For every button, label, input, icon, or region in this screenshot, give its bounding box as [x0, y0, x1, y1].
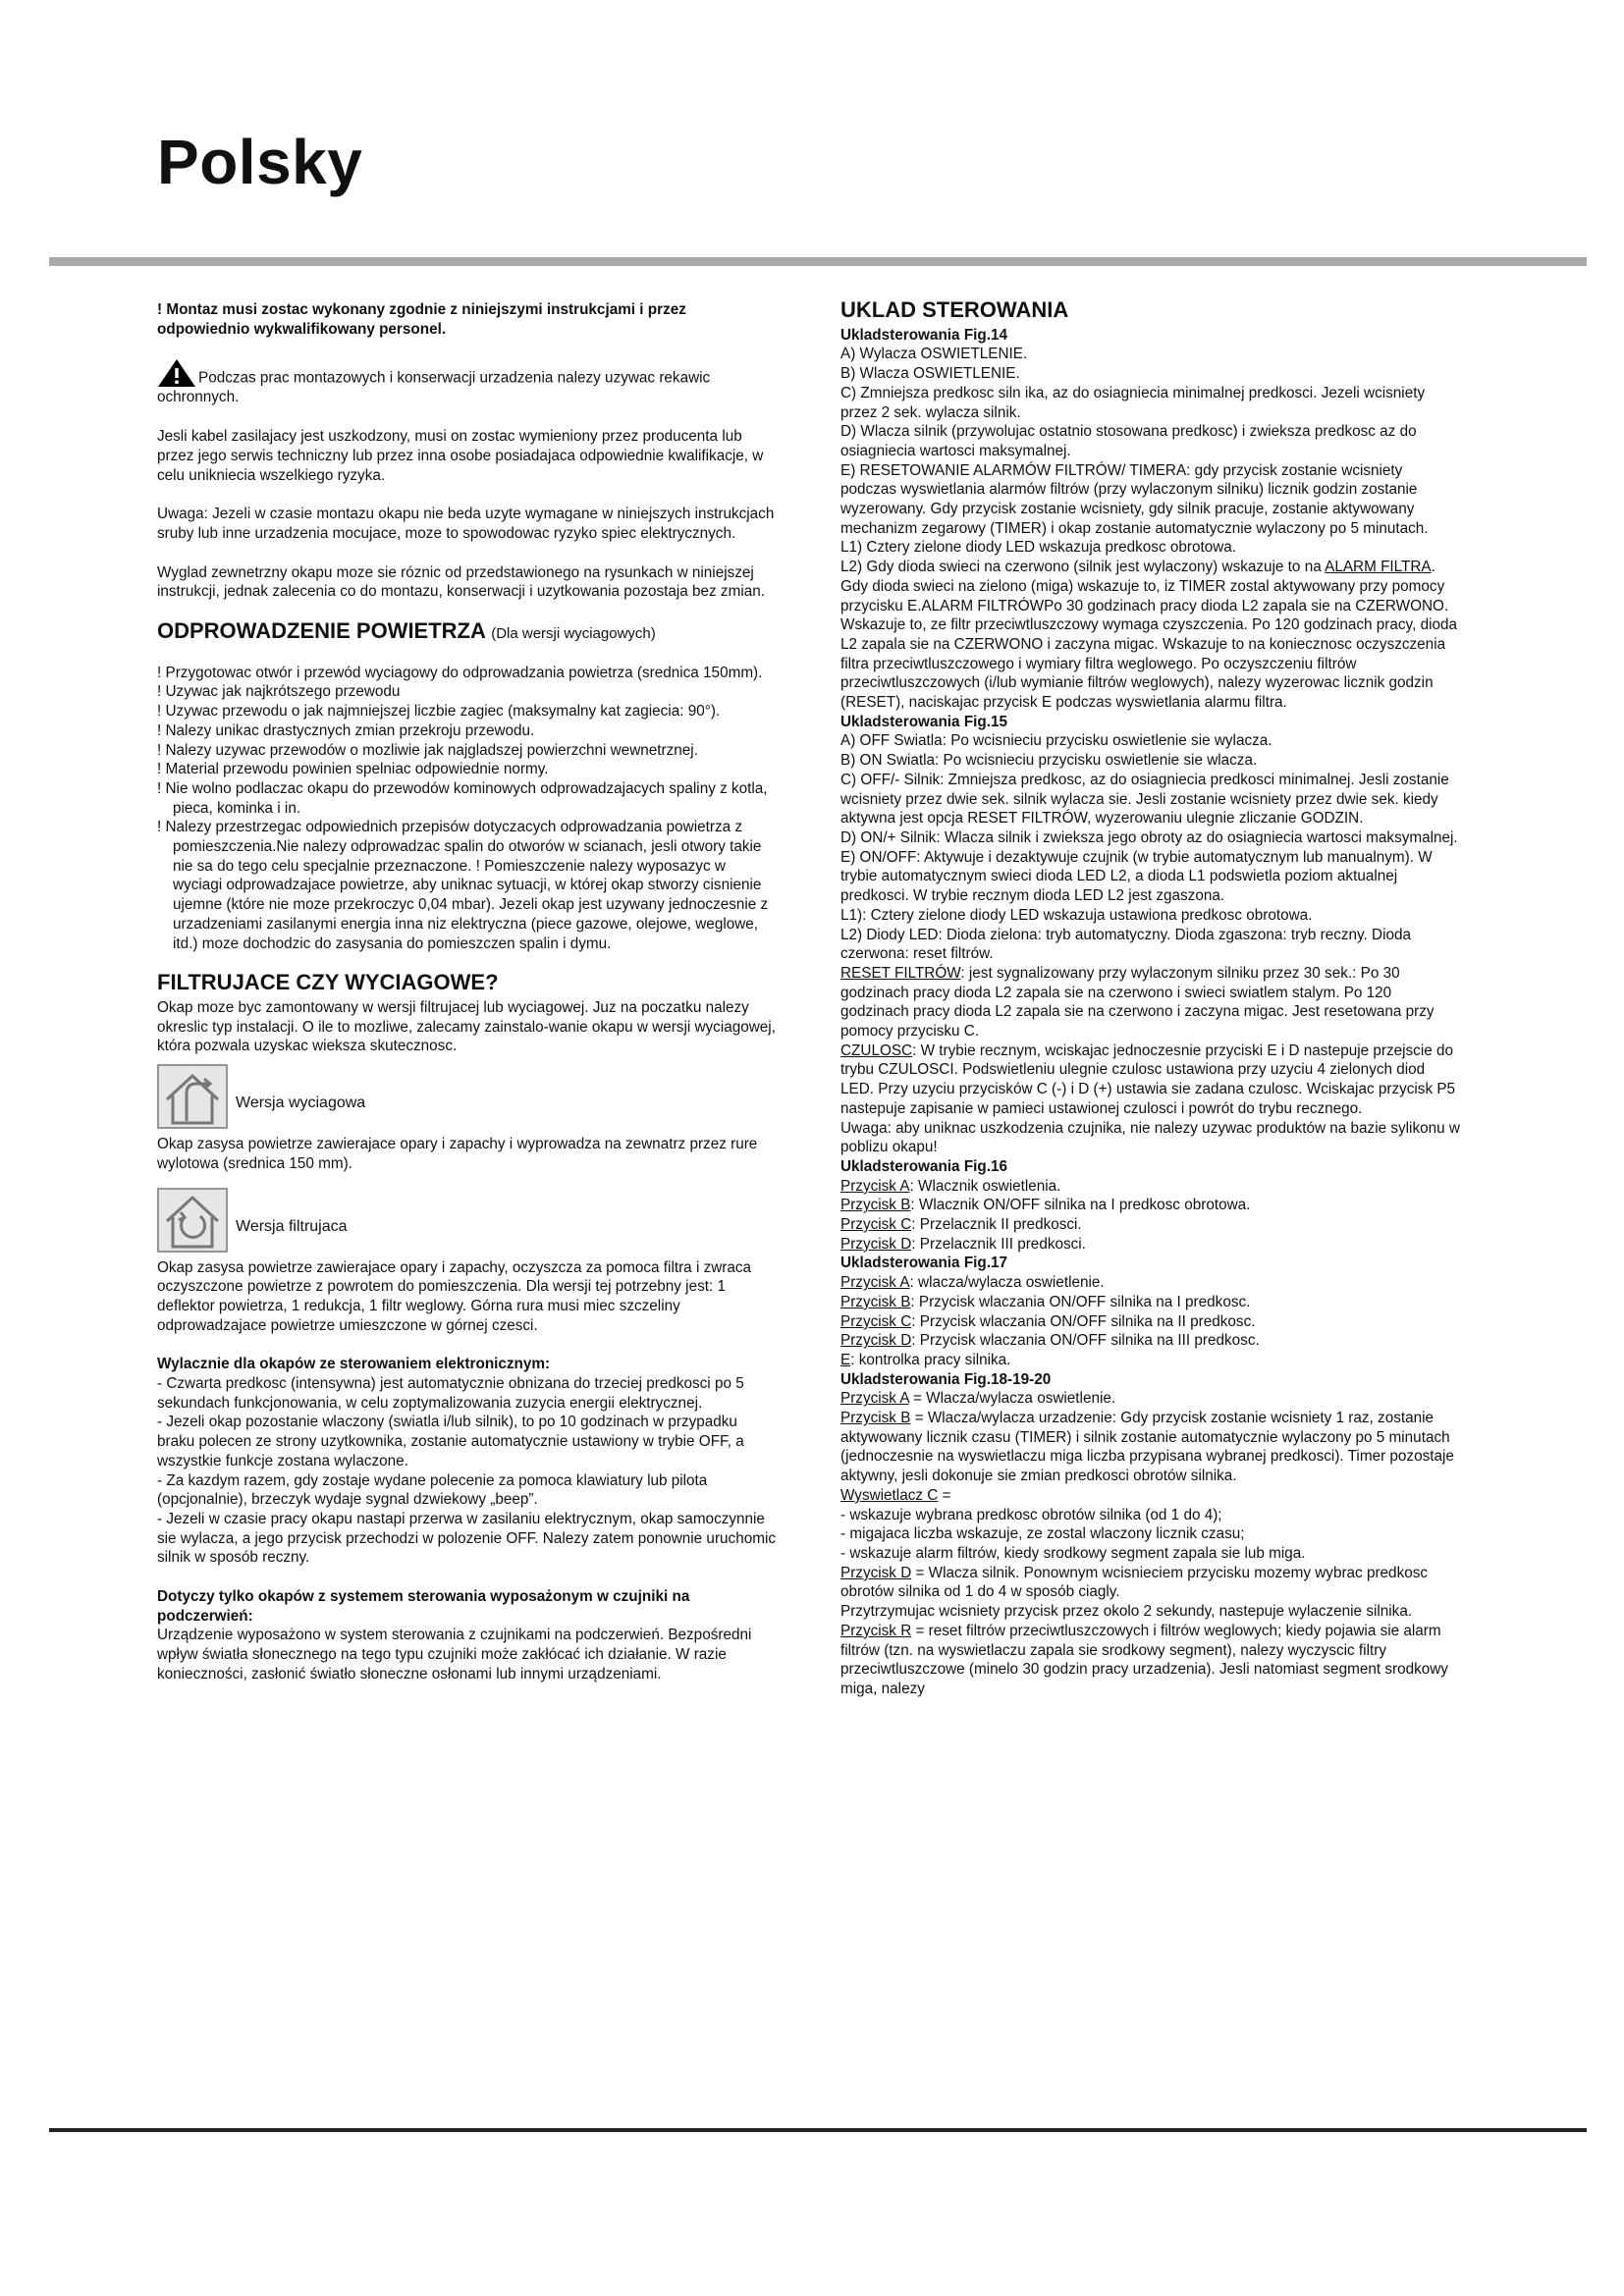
- appearance-paragraph: Wyglad zewnetrzny okapu moze sie róznic od przedstawionego na rysunkach w niniejszej instrukcji, jednak zalecenia co do montazu, konserwacji i uzytkowania pozostaja bez zmian.: [157, 563, 765, 601]
- list-item: ! Uzywac jak najkrótszego przewodu: [157, 683, 401, 701]
- list-item: A) OFF Swiatla: Po wcisnieciu przycisku oswietlenie sie wylacza.: [840, 732, 1272, 750]
- list-item: E) ON/OFF: Aktywuje i dezaktywuje czujnik (w trybie automatycznym lub manualnym). W trybie automatycznym swieci dioda LED L2, a dioda L1 podswietla poziom aktualnej predkosci. W trybie recznym dioda LED L2 jest zgaszona.: [840, 848, 1433, 905]
- list-item: L2) Diody LED: Dioda zielona: tryb automatyczny. Dioda zgaszona: tryb reczny. Dioda czerwona: reset filtrów.: [840, 926, 1411, 963]
- exhaust-version-row: [157, 1064, 778, 1129]
- electronic-notes: [157, 1374, 778, 1568]
- screws-paragraph: Uwaga: Jezeli w czasie montazu okapu nie beda uzyte wymagane w niniejszych instrukcjach sruby lub inne urzadzenia mocujace, moze to spowodowac ryzyko spiec elektrycznych.: [157, 506, 775, 542]
- filter-intro: Okap moze byc zamontowany w wersji filtrujacej lub wyciagowej. Juz na poczatku nalezy okreslic typ instalacji. O ile to mozliwe, zalecamy zainstalo-wanie okapu w wersji wyciagowej, która pozwala uzyskac wieksza skutecznosc.: [157, 998, 776, 1055]
- button-label: Przycisk B: [840, 1293, 911, 1310]
- list-item: ! Nalezy uzywac przewodów o mozliwie jak najgladszej powierzchni wewnetrznej.: [157, 741, 698, 759]
- recirculation-house-icon: [157, 1188, 228, 1253]
- list-item: B) ON Swiatla: Po wcisnieciu przycisku oswietlenie sie wlacza.: [840, 752, 1258, 770]
- list-item: [840, 1622, 1461, 1699]
- button-label: Przycisk A: [840, 1177, 910, 1195]
- list-item: - wskazuje alarm filtrów, kiedy srodkowy segment zapala sie lub miga.: [840, 1545, 1306, 1562]
- list-item: D) ON/+ Silnik: Wlacza silnik i zwieksza jego obroty az do osiagniecia wartosci maksymalnej.: [840, 828, 1458, 846]
- sensitivity-line: [840, 1041, 1461, 1119]
- fig17-title: Ukladsterowania Fig.17: [840, 1255, 1008, 1272]
- controls-heading: UKLAD STEROWANIA: [840, 297, 1069, 322]
- list-item: - Czwarta predkosc (intensywna) jest automatycznie obnizana do trzeciej predkosci po 5 sekundach funkcjonowania, w celu zoptymalizowania zuzycia energii elektrycznej.: [157, 1375, 744, 1412]
- silicone-warning: Uwaga: aby uniknac uszkodzenia czujnika, nie nalezy uzywac produktów na bazie sylikonu w poblizu okapu!: [840, 1119, 1460, 1156]
- list-item: ! Uzywac przewodu o jak najmniejszej liczbie zagiec (maksymalny kat zagiecia: 90°).: [157, 703, 721, 721]
- list-item: L1): Cztery zielone diody LED wskazuja ustawiona predkosc obrotowa.: [840, 906, 1313, 924]
- display-label: Wyswietlacz C: [840, 1486, 939, 1504]
- fig18-title: Ukladsterowania Fig.18-19-20: [840, 1370, 1052, 1388]
- list-item: ! Nalezy przestrzegac odpowiednich przepisów dotyczacych odprowadzania powietrza z pomieszczenia.Nie nalezy odprowadzac spalin do otworów w scianach, jesli otwory takie nie sa do tego celu specjalnie przeznaczone. ! Pomieszczenie nalezy wyposazyc w wyciagi odprowadzajace powietrze, aby uniknac sytuacji, w której okap stworzy cisnienie ujemne (które nie moze przekroczyc 0,04 mbar). Jezeli okap jest uzywany jednoczesnie z urzadzeniami zasilanymi energia inna niz elektryczna (piece gazowe, olejowe, weglowe, itd.) moze dochodzic do zasysania do pomieszczen spalin i dymu.: [157, 819, 769, 952]
- fig16-title: Ukladsterowania Fig.16: [840, 1157, 1008, 1175]
- list-item: A) Wylacza OSWIETLENIE.: [840, 346, 1028, 363]
- list-item: [840, 1312, 1461, 1332]
- l2-rest: . Gdy dioda swieci na zielono (miga) wskazuje to, iz TIMER zostal aktywowany przy pomocy przycisku E.ALARM FILTRÓWPo 30 godzinach pracy dioda L2 zapala sie na CZERWONO. Wskazuje to, ze filtr przeciwtluszczowy wymaga czyszczenia. Po 120 godzinach pracy, dioda L2 zapala sie na CZERWONO i zaczyna migac. Wskazuje to na koniecznosc oczyszczenia filtra przeciwtluszczowego i wymiary filtra weglowego. Po oczyszczeniu filtrów przeciwtluszczowych (i/lub wymianie filtrów weglowych), nalezy wyzerowac licznik godzin (RESET), naciskajac przycisk E podczas wyswietlania alarmu filtra.: [840, 559, 1458, 712]
- list-item: B) Wlacza OSWIETLENIE.: [840, 365, 1020, 383]
- button-desc: : Przelacznik III predkosci.: [911, 1235, 1086, 1253]
- button-desc: = Wlacza/wylacza urzadzenie: Gdy przycisk zostanie wcisniety 1 raz, zostanie aktywowany licznik czasu (TIMER) i silnik zostanie automatycznie wylaczony po 5 minutach (jednoczesnie na wyswietlaczu miga liczba przypisana wybranej predkosci). Timer pozostaje aktywny, jesli dokonuje sie zmian predkosci obrotów silnika.: [840, 1410, 1454, 1485]
- alarm-filter-term: ALARM FILTRA: [1325, 559, 1432, 576]
- list-item: [840, 1409, 1461, 1486]
- button-label: Przycisk D: [840, 1235, 912, 1253]
- list-item: C) OFF/- Silnik: Zmniejsza predkosc, az do osiagniecia predkosci minimalnej. Jesli zostanie wcisniety przez dwie sek. silnik wylacza sie. Jesli zostanie wcisniety przez dwie sek. kiedy aktywna jest opcja RESET FILTRÓW, wyzerowaniu ulegnie zliczanie GODZIN.: [840, 771, 1449, 828]
- list-item: [840, 1331, 1461, 1351]
- fig14-title: Ukladsterowania Fig.14: [840, 326, 1008, 344]
- intro-notice: ! Montaz musi zostac wykonany zgodnie z niniejszymi instrukcjami i przez odpowiednio wykwalifikowany personel.: [157, 301, 686, 338]
- button-desc: : kontrolka pracy silnika.: [850, 1351, 1011, 1368]
- l2-description: [840, 558, 1461, 713]
- button-label: Przycisk A: [840, 1390, 909, 1408]
- button-label: Przycisk D: [840, 1332, 912, 1350]
- exhaust-version-text: Okap zasysa powietrze zawierajace opary i zapachy i wyprowadza na zewnatrz przez rure wylotowa (srednica 150 mm).: [157, 1136, 758, 1172]
- button-desc: : wlacza/wylacza oswietlenie.: [909, 1274, 1105, 1292]
- list-item: C) Zmniejsza predkosc siln ika, az do osiagniecia minimalnej predkosci. Jezeli wcisniety przez 2 sek. wylacza silnik.: [840, 384, 1426, 421]
- list-item: [840, 1215, 1461, 1235]
- exhaust-heading: [157, 618, 778, 644]
- sensitivity-term: CZULOSC: [840, 1041, 913, 1059]
- button-desc: : Wlacznik oswietlenia.: [909, 1177, 1061, 1195]
- list-item: [840, 1389, 1461, 1409]
- exhaust-house-icon: [157, 1064, 228, 1129]
- filter-heading: FILTRUJACE CZY WYCIAGOWE?: [157, 970, 499, 995]
- button-label: Przycisk C: [840, 1312, 912, 1330]
- exhaust-version-label: Wersja wyciagowa: [236, 1095, 366, 1112]
- reset-filters-line: [840, 964, 1461, 1041]
- button-label: Przycisk B: [840, 1410, 911, 1427]
- button-desc: : Przycisk wlaczania ON/OFF silnika na I predkosc.: [910, 1293, 1251, 1310]
- list-item: - migajaca liczba wskazuje, ze zostal wlaczony licznik czasu;: [840, 1525, 1245, 1543]
- list-item: L1) Cztery zielone diody LED wskazuja predkosc obrotowa.: [840, 539, 1237, 557]
- filter-version-label: Wersja filtrujaca: [236, 1217, 348, 1235]
- hold-note: Przytrzymujac wcisniety przycisk przez okolo 2 sekundy, nastepuje wylaczenie silnika.: [840, 1603, 1413, 1621]
- list-item: - Za kazdym razem, gdy zostaje wydane polecenie za pomoca klawiatury lub pilota (opcjonalnie), brzeczyk wydaje sygnal dzwiekowy „beep”.: [157, 1471, 708, 1509]
- exhaust-list: [157, 664, 778, 954]
- warning-triangle-icon: [157, 358, 196, 388]
- exhaust-heading-subtitle: (Dla wersji wyciagowych): [491, 625, 656, 643]
- list-item: ! Material przewodu powinien spelniac odpowiednie normy.: [157, 761, 549, 778]
- list-item: ! Nalezy unikac drastycznych zmian przekroju przewodu.: [157, 721, 535, 739]
- cable-paragraph: Jesli kabel zasilajacy jest uszkodzony, musi on zostac wymieniony przez producenta lub przez jego serwis techniczny lub przez inna osobe posiadajaca odpowiednie kwalifikacje, w celu unikniecia wszelkiego ryzyka.: [157, 428, 764, 484]
- button-label: Przycisk C: [840, 1216, 912, 1234]
- fig15-title: Ukladsterowania Fig.15: [840, 713, 1008, 730]
- list-item: D) Wlacza silnik (przywolujac ostatnio stosowana predkosc) i zwieksza predkosc az do osiagniecia wartosci maksymalnej.: [840, 423, 1417, 459]
- electronic-heading: Wylacznie dla okapów ze sterowaniem elektronicznym:: [157, 1356, 551, 1373]
- button-desc: : Wlacznik ON/OFF silnika na I predkosc obrotowa.: [910, 1197, 1251, 1214]
- button-label: Przycisk A: [840, 1274, 910, 1292]
- reset-filters-term: RESET FILTRÓW: [840, 964, 961, 982]
- l2-prefix: L2) Gdy dioda swieci na czerwono (silnik jest wylaczony) wskazuje to na: [840, 559, 1326, 576]
- button-desc: = Wlacza silnik. Ponownym wcisnieciem przycisku mozemy wybrac predkosc obrotów silnika od 1 do 4 w sposób ciagly.: [840, 1564, 1429, 1601]
- top-divider: [49, 257, 1587, 266]
- filter-version-text: Okap zasysa powietrze zawierajace opary i zapachy, oczyszcza za pomoca filtra i zwraca oczyszczone powietrze z powrotem do pomieszczenia. Dla wersji tej potrzebny jest: 1 deflektor powietrza, 1 redukcja, 1 filtr weglowy. Górna rura musi miec szczeliny odprowadzajace powietrze umieszczone w górnej czesci.: [157, 1258, 752, 1334]
- bottom-divider: [49, 2128, 1587, 2132]
- list-item: [840, 1351, 1461, 1370]
- list-item: [840, 1293, 1461, 1312]
- list-item: - Jezeli okap pozostanie wlaczony (swiatla i/lub silnik), to po 10 godzinach w przypadku braku polecen ze strony uzytkownika, zostanie automatycznie ustawiony w trybie OFF, a wszystkie funkcje zostana wylaczone.: [157, 1414, 744, 1469]
- exhaust-heading-title: ODPROWADZENIE POWIETRZA: [157, 618, 486, 644]
- left-column: [157, 300, 778, 1704]
- list-item: [840, 1196, 1461, 1215]
- list-item: ! Nie wolno podlaczac okapu do przewodów kominowych odprowadzajacych spaliny z kotla, pieca, kominka i in.: [157, 779, 768, 817]
- reset-filters-text: : jest sygnalizowany przy wylaczonym silniku przez 30 sek.: Po 30 godzinach pracy dioda L2 zapala sie na czerwono i swieci swiatlem stalym. Po 120 godzinach pracy dioda L2 zapala sie na czerwono i zaczyna migac. Jest resetowana przy pomocy przycisku C.: [840, 964, 1435, 1041]
- gloves-warning-text: Podczas prac montazowych i konserwacji urzadzenia nalezy uzywac rekawic ochronnych.: [157, 369, 711, 406]
- list-item: [840, 1273, 1461, 1293]
- list-item: - Jezeli w czasie pracy okapu nastapi przerwa w zasilaniu elektrycznym, okap samoczynnie sie wylacza, a jego przycisk przechodzi w polozenie OFF. Nalezy zatem ponownie uruchomic silnik w sposób reczny.: [157, 1510, 776, 1567]
- button-desc: : Przelacznik II predkosci.: [911, 1216, 1082, 1234]
- button-desc: : Przycisk wlaczania ON/OFF silnika na II predkosc.: [911, 1312, 1256, 1330]
- list-item: - wskazuje wybrana predkosc obrotów silnika (od 1 do 4);: [840, 1506, 1222, 1523]
- button-label: Przycisk B: [840, 1197, 911, 1214]
- button-label: E: [840, 1351, 851, 1368]
- button-label: Przycisk R: [840, 1622, 912, 1639]
- list-item: ! Przygotowac otwór i przewód wyciagowy do odprowadzania powietrza (srednica 150mm).: [157, 664, 763, 681]
- list-item: [840, 1564, 1461, 1602]
- list-item: [840, 1235, 1461, 1255]
- button-desc: : Przycisk wlaczania ON/OFF silnika na III predkosc.: [911, 1332, 1260, 1350]
- page-title: Polsky: [157, 127, 363, 197]
- sensitivity-text: : W trybie recznym, wciskajac jednoczesnie przyciski E i D nastepuje przejscie do trybu CZULOSCI. Podswietleniu ulegnie czulosc ustawiona przy uzyciu 4 zielonych diod LED. Przy uzyciu przycisków C (-) i D (+) ustawia sie zadana czulosc. Wciskajac przycisk P5 nastepuje zapisanie w pamieci ustawionej czulosci i powrót do trybu recznego.: [840, 1041, 1456, 1117]
- list-item: [840, 1486, 1461, 1506]
- button-desc: = Wlacza/wylacza oswietlenie.: [908, 1390, 1116, 1408]
- filter-version-row: [157, 1188, 778, 1253]
- list-item: E) RESETOWANIE ALARMÓW FILTRÓW/ TIMERA: gdy przycisk zostanie wcisniety podczas wyswietlania alarmów filtrów (przy wylaczonym silniku) licznik godzin zostanie wyzerowany. Gdy przycisk zostanie wcisniety, gdy silnik pracuje, zostanie aktywowany mechanizm zegarowy (TIMER) i okap zostanie automatycznie wylaczony po 5 minutach.: [840, 461, 1429, 537]
- button-label: Przycisk D: [840, 1564, 912, 1581]
- right-column: [840, 297, 1461, 1699]
- button-desc: = reset filtrów przeciwtluszczowych i filtrów weglowych; kiedy pojawia sie alarm filtrów (tzn. na wyswietlaczu zapala sie srodkowy segment), nalezy wyczyscic filtry przeciwtluszczowe (minelo 30 godzin pracy urzadzenia). Jesli natomiast segment srodkowy miga, nalezy: [840, 1622, 1448, 1697]
- list-item: [840, 1177, 1461, 1197]
- display-desc: =: [938, 1486, 951, 1504]
- ir-text: Urządzenie wyposażono w system sterowania z czujnikami na podczerwień. Bezpośredni wpływ światła słonecznego na tego typu czujniki może zakłócać ich działanie. W razie konieczności, zasłonić światło słoneczne osłonami lub innymi urządzeniami.: [157, 1627, 752, 1682]
- ir-heading: Dotyczy tylko okapów z systemem sterowania wyposażonym w czujniki na podczerwień:: [157, 1588, 690, 1625]
- gloves-warning: [157, 358, 778, 407]
